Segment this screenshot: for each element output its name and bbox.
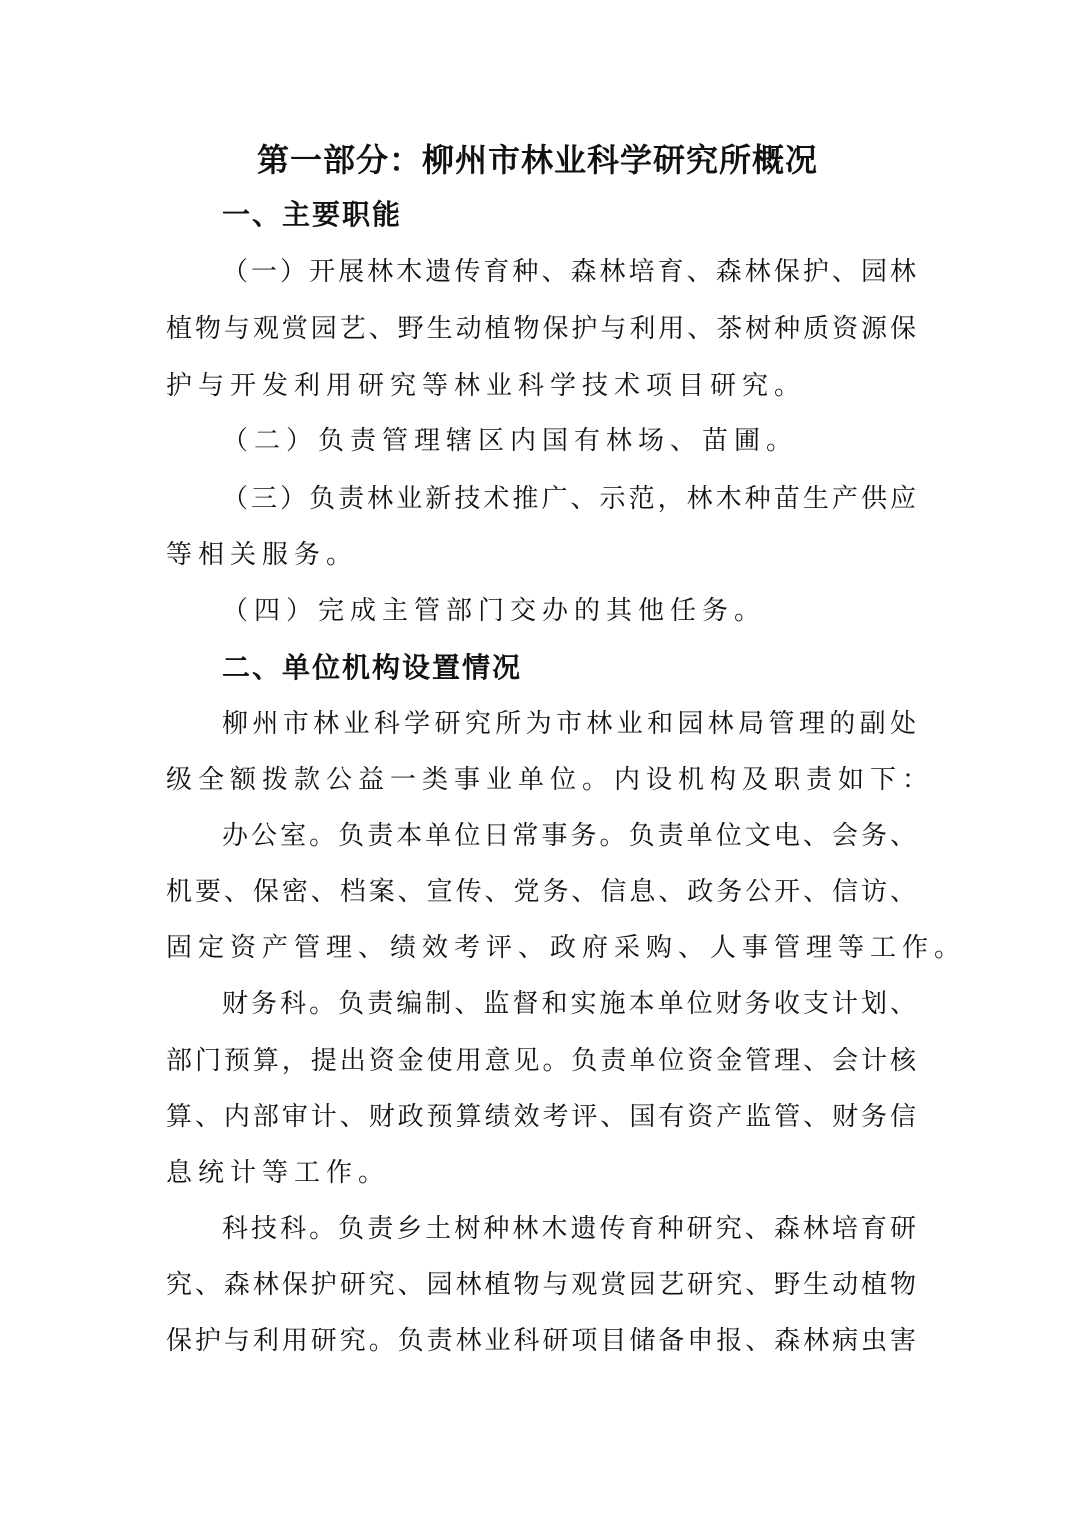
- paragraph-line: 部门预算，提出资金使用意见。负责单位资金管理、会计核: [166, 1046, 916, 1076]
- paragraph-line: 固定资产管理、绩效考评、政府采购、人事管理等工作。: [166, 933, 967, 963]
- section-heading-organization: 二、单位机构设置情况: [222, 651, 523, 684]
- paragraph-line: （一）开展林木遗传育种、森林培育、森林保护、园林: [222, 257, 916, 287]
- paragraph-line: 柳州市林业科学研究所为市林业和园林局管理的副处: [222, 709, 916, 739]
- paragraph-line: （二）负责管理辖区内国有林场、苗圃。: [222, 426, 799, 456]
- section-heading-main-functions: 一、主要职能: [222, 198, 403, 231]
- paragraph-line: 植物与观赏园艺、野生动植物保护与利用、茶树种质资源保: [166, 314, 916, 344]
- paragraph-line: 息统计等工作。: [166, 1158, 391, 1188]
- paragraph-line: 级全额拨款公益一类事业单位。内设机构及职责如下：: [166, 765, 935, 795]
- paragraph-line: 办公室。负责本单位日常事务。负责单位文电、会务、: [222, 821, 916, 851]
- document-title: 第一部分：柳州市林业科学研究所概况: [256, 141, 818, 179]
- paragraph-line: （三）负责林业新技术推广、示范，林木种苗生产供应: [222, 484, 916, 514]
- paragraph-line: （四）完成主管部门交办的其他任务。: [222, 596, 767, 626]
- paragraph-line: 护与开发利用研究等林业科学技术项目研究。: [166, 371, 807, 401]
- paragraph-line: 财务科。负责编制、监督和实施本单位财务收支计划、: [222, 989, 916, 1019]
- paragraph-line: 机要、保密、档案、宣传、党务、信息、政务公开、信访、: [166, 877, 916, 907]
- paragraph-line: 等相关服务。: [166, 540, 359, 570]
- paragraph-line: 算、内部审计、财政预算绩效考评、国有资产监管、财务信: [166, 1102, 916, 1132]
- paragraph-line: 保护与利用研究。负责林业科研项目储备申报、森林病虫害: [166, 1326, 916, 1356]
- paragraph-line: 科技科。负责乡土树种林木遗传育种研究、森林培育研: [222, 1214, 916, 1244]
- paragraph-line: 究、森林保护研究、园林植物与观赏园艺研究、野生动植物: [166, 1270, 916, 1300]
